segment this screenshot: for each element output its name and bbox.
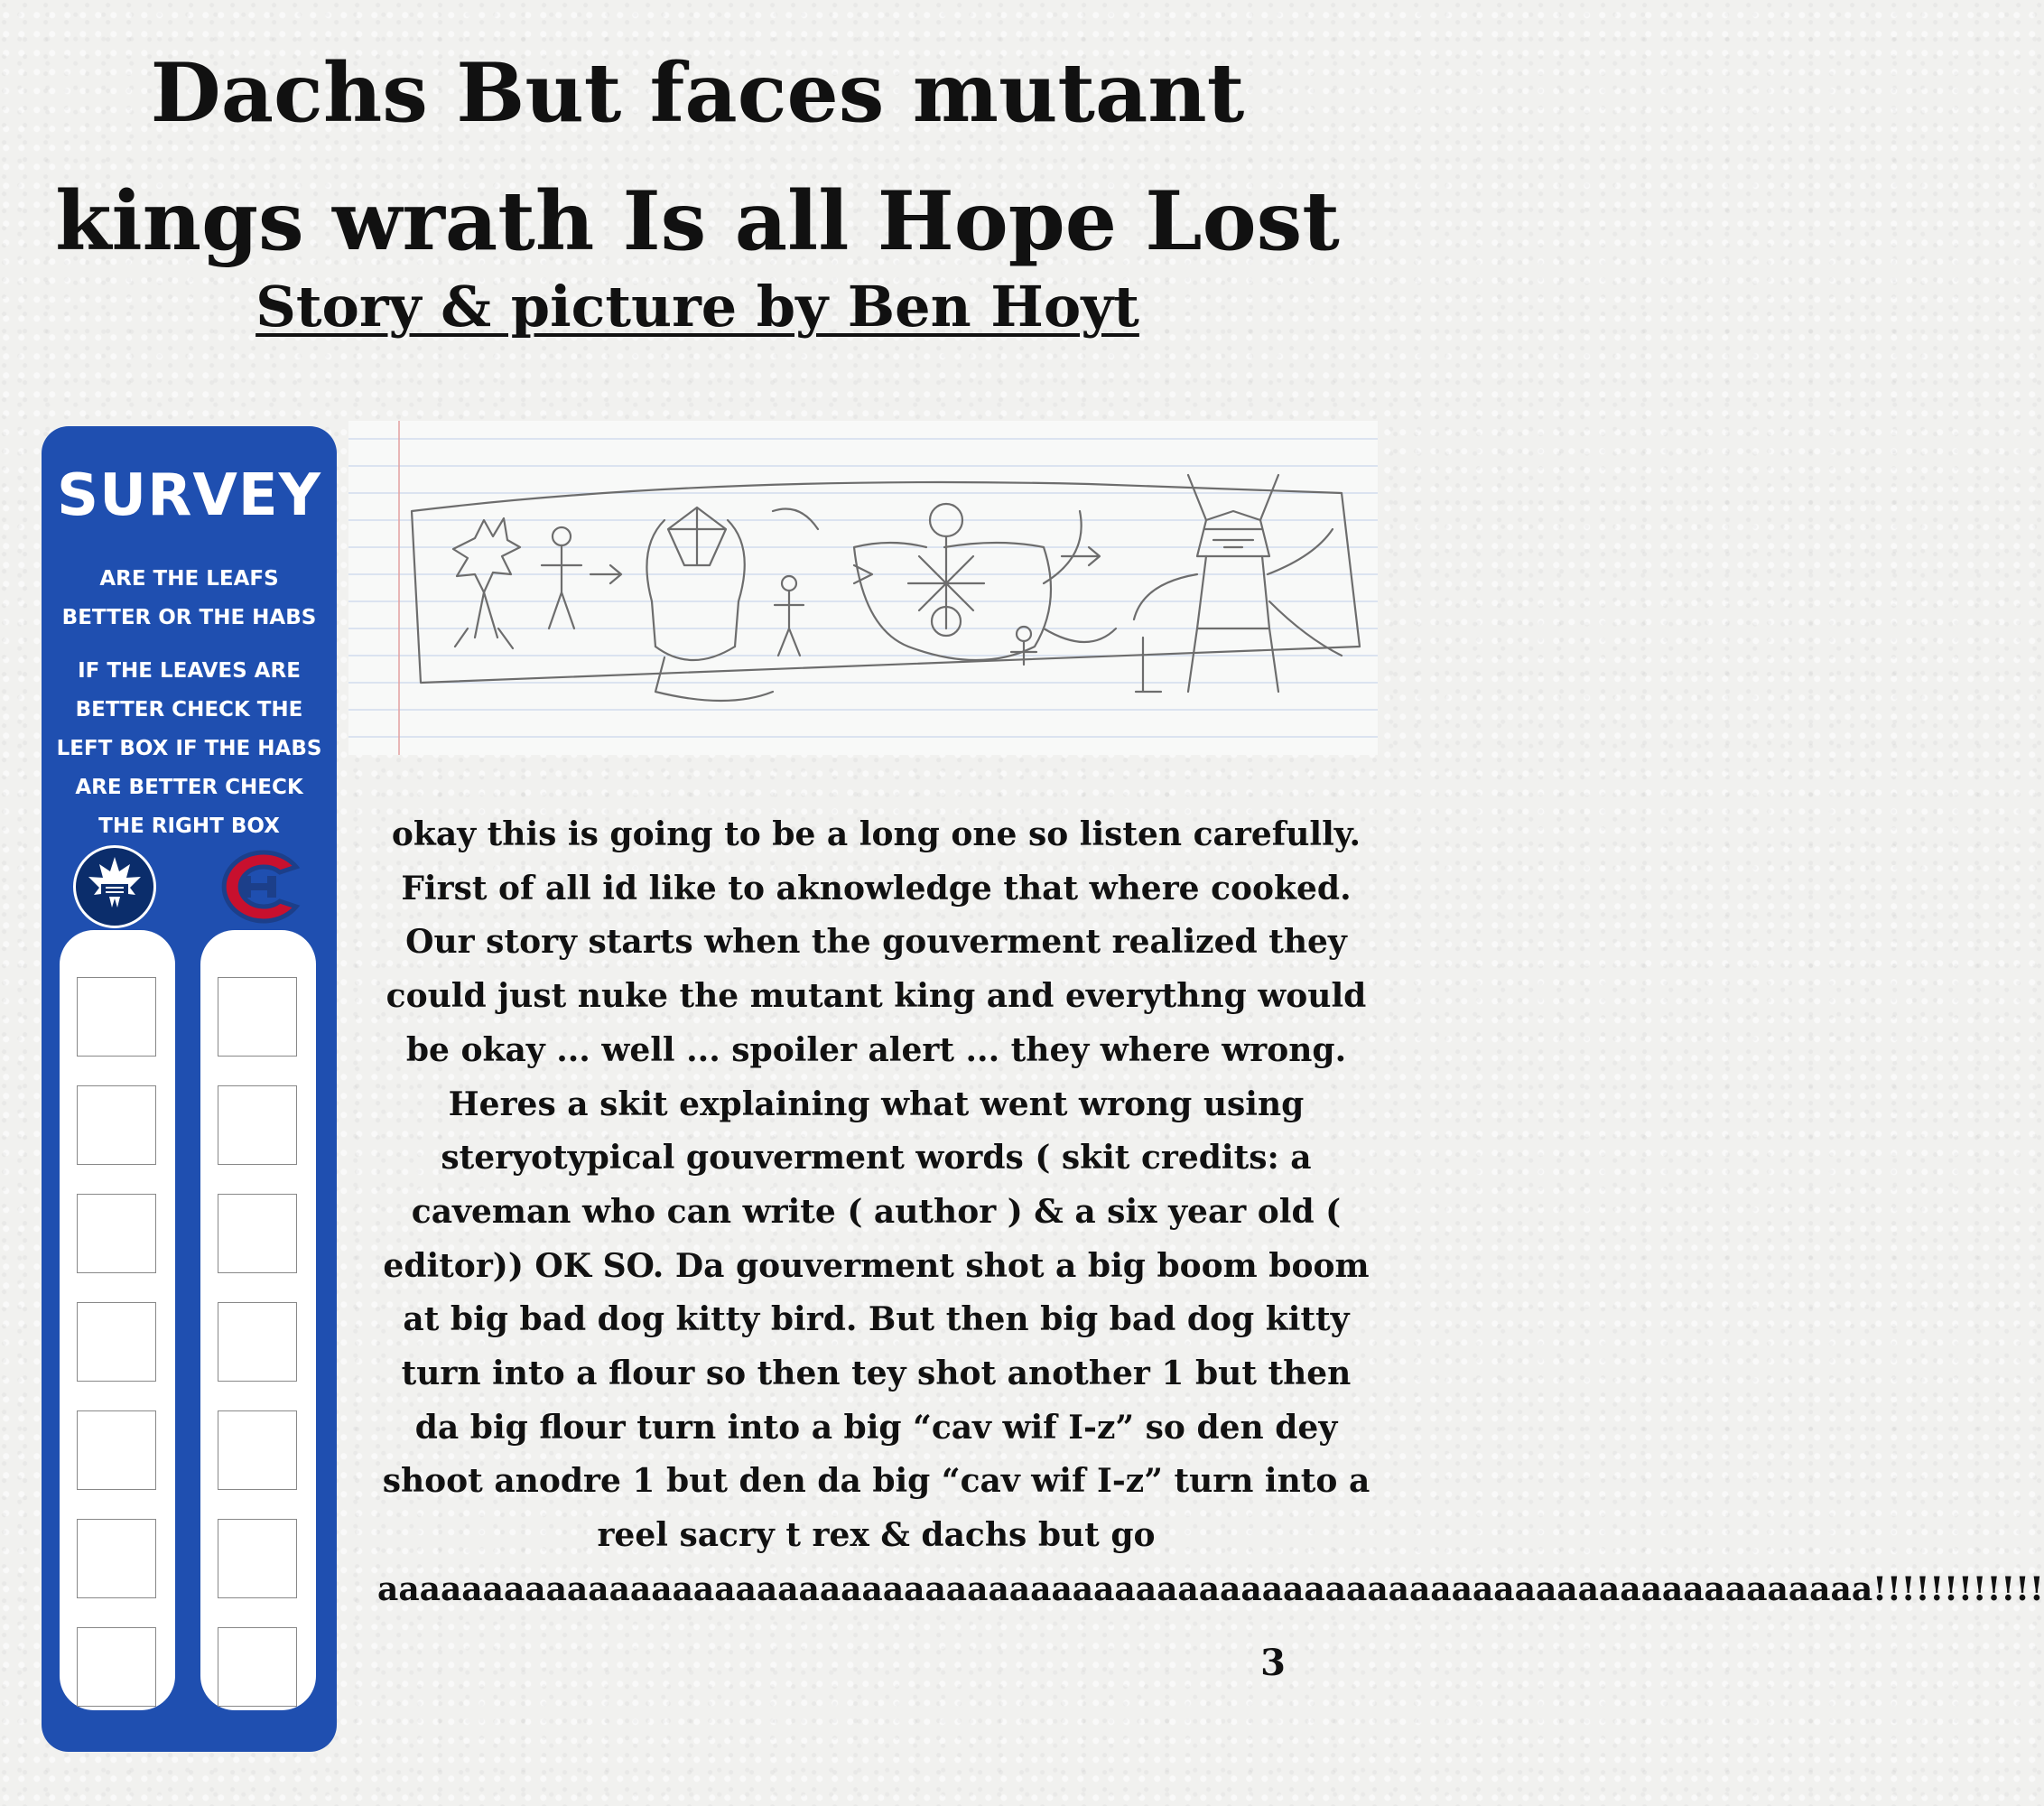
leafs-checkbox[interactable] [77,1410,156,1490]
page-title: Dachs But faces mutant kings wrath Is all Hope Lost [55,45,1340,269]
leafs-checkbox-column [60,930,175,1710]
byline: Story & picture by Ben Hoyt [256,274,1139,340]
habs-checkbox[interactable] [218,1302,297,1382]
page-number: 3 [1260,1642,1286,1684]
montreal-canadiens-logo-icon [206,849,312,925]
leafs-checkbox[interactable] [77,1302,156,1382]
toronto-maple-leafs-logo-icon [73,845,156,928]
survey-heading: SURVEY [57,462,321,529]
leafs-checkbox[interactable] [77,1194,156,1273]
leafs-checkbox[interactable] [77,1085,156,1165]
habs-checkbox[interactable] [218,1410,297,1490]
habs-checkbox[interactable] [218,1194,297,1273]
habs-checkbox-column [200,930,316,1710]
leafs-checkbox[interactable] [77,977,156,1057]
survey-question: ARE THE LEAFS BETTER OR THE HABS [61,567,317,629]
leafs-checkbox[interactable] [77,1519,156,1598]
leafs-checkbox[interactable] [77,1627,156,1707]
story-body: okay this is going to be a long one so listen carefully. First of all id like to aknowledge that where cooked. Our story starts when the gouverment realized they could just nuke the mutant king and everythng would be okay ... well ... spoiler alert ... they where wrong. Heres a skit explaining what went wrong using steryotypical gouverment words ( skit credits: a caveman who can write ( author ) & a six year old ( editor)) OK SO. Da gouverment shot a big boom boom at big bad dog kitty bird. But then big bad dog kitty turn into a flour so then tey shot another 1 but then da big flour turn into a big “cav wif I-z” so den dey shoot anodre 1 but den da big “cav wif I-z” turn into a reel sacry t rex & dachs but go aaaaaaaaaaaaaaaaaaaaaaaaaaaaaaaaaaaaaaaaaaaaaaaaaaaaaaaaaaaaaaaaaaaaaaa!!!!!!!!!!!! [377,815,2044,1608]
habs-checkbox[interactable] [218,1519,297,1598]
habs-checkbox[interactable] [218,977,297,1057]
habs-checkbox[interactable] [218,1627,297,1707]
survey-instructions: IF THE LEAVES ARE BETTER CHECK THE LEFT BOX IF THE HABS ARE BETTER CHECK THE RIGHT BOX [56,659,322,838]
habs-checkbox[interactable] [218,1085,297,1165]
pencil-drawing [348,421,1378,755]
